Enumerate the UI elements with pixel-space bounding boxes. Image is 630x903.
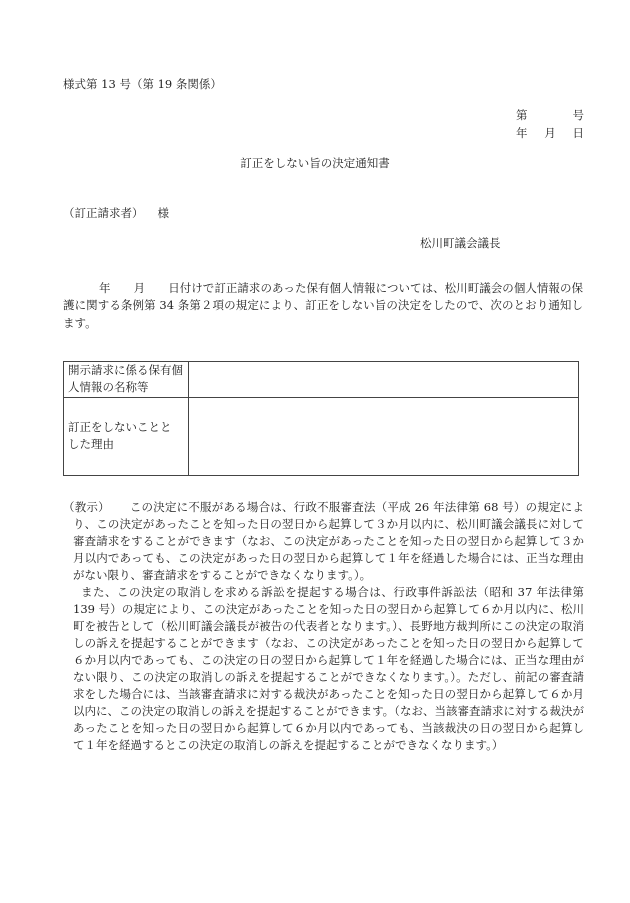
requester-line — [63, 205, 169, 222]
requester-name-placeholder: （訂正請求者） — [63, 206, 144, 220]
appeal-paragraph-2: また、この決定の取消しを求める訴訟を提起する場合は、行政事件訴訟法（昭和 37 年法律第 139 号）の規定により、この決定があったことを知った日の翌日から起算して６か月以内に、松川町を被告として（松川町議会議長が被告の代表者となります。）、長野地方裁判所にこの決定の取消しの訴えを提起することができます（なお、この決定があったことを知った日の翌日から起算して６か月以内であっても、この決定の日の翌日から起算して１年を経過した場合には、正当な理由がない限り、この決定の取消しの訴えを提起することができなくなります。）。ただし、前記の審査請求をした場合には、当該審査請求に対する裁決があったことを知った日の翌日から起算して６か月以内に、この決定の取消しの訴えを提起することができます。（なお、当該審査請求に対する裁決があったことを知った日の翌日から起算して６か月以内であっても、当該裁決の日の翌日から起算して１年を経過するとこの決定の取消しの訴えを提起することができなくなります。） — [73, 585, 584, 753]
date-line — [516, 125, 584, 143]
table-label-reason: 訂正をしないことと した理由 — [64, 397, 189, 475]
table-row — [64, 397, 579, 475]
document-number-date — [516, 107, 584, 143]
appeal-paragraph-1 — [63, 499, 584, 584]
requester-honorific: 様 — [157, 206, 169, 220]
notice-body: 年 月 日付けで訂正請求のあった保有個人情報については、松川町議会の個人情報の保護に関する条例第 34 条第２項の規定により、訂正をしない旨の決定をしたので、次のとおり通知します。 — [63, 281, 583, 330]
appeal-notice — [63, 499, 584, 754]
doc-number-prefix: 第 — [516, 108, 528, 122]
table-value-info-name — [189, 362, 579, 398]
table-row — [64, 362, 579, 398]
date-day: 日 — [572, 126, 584, 140]
sender-name: 松川町議会議長 — [420, 236, 501, 250]
doc-number-suffix: 号 — [572, 108, 584, 122]
info-table — [63, 361, 579, 476]
table-value-reason — [189, 397, 579, 475]
form-number: 様式第 13 号（第 19 条関係） — [63, 77, 222, 91]
document-title: 訂正をしない旨の決定通知書 — [240, 156, 390, 170]
document-number-line — [516, 107, 584, 125]
notice-tag: （教示） — [63, 500, 110, 514]
date-year: 年 — [516, 126, 528, 140]
date-month: 月 — [544, 126, 556, 140]
table-label-info-name: 開示請求に係る保有個人情報の名称等 — [64, 362, 189, 398]
appeal-paragraph-1-text: この決定に不服がある場合は、行政不服審査法（平成 26 年法律第 68 号）の規定により、この決定があったことを知った日の翌日から起算して３か月以内に、松川町議会議長に対して審査請求をすることができます（なお、この決定があったことを知った日の翌日から起算して３か月以内であっても、この決定があった日の翌日から起算して１年を経過した場合には、正当な理由がない限り、審査請求をすることができなくなります。）。 — [73, 500, 585, 583]
